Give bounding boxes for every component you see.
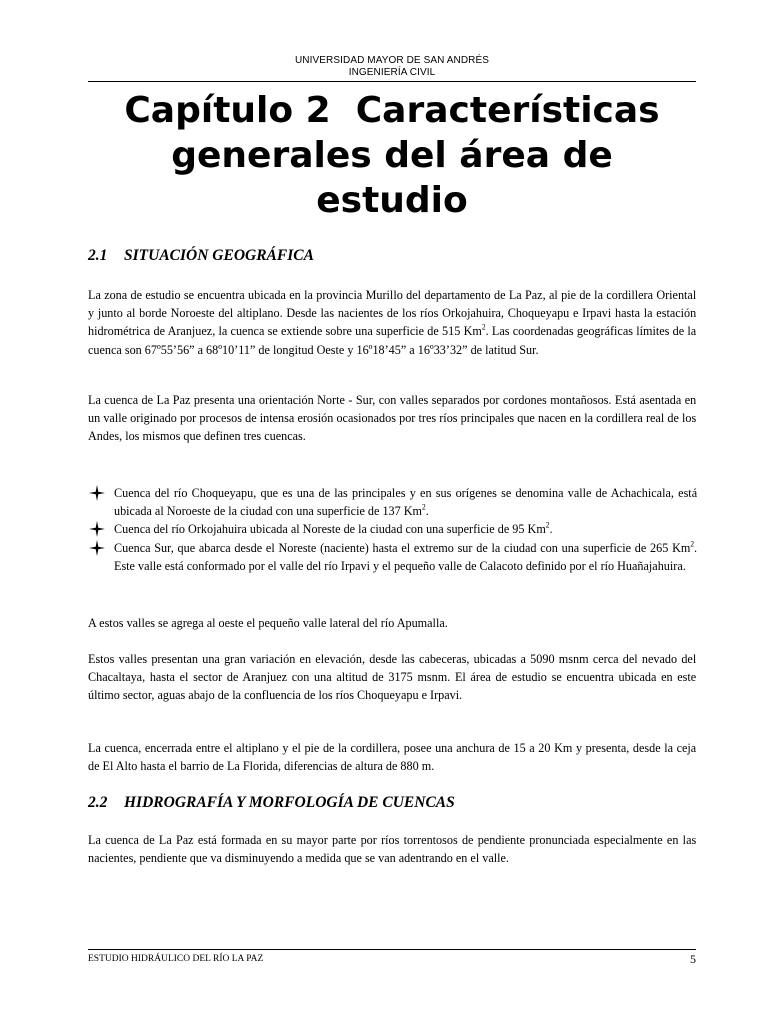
list-item: Cuenca del río Choqueyapu, que es una de las principales y en sus orígenes se denomina valle de Achachicala, está ubicada al Noroeste de la ciudad con una superficie de 137 Km$^2$. bbox=[88, 484, 696, 520]
paragraph-hydrography: La cuenca de La Paz está formada en su mayor parte por ríos torrentosos de pendiente pronunciada especialmente en las nacientes, pendiente que va disminuyendo a medida que se van adentrando en el valle. bbox=[88, 832, 697, 866]
paragraph-elevation: Estos valles presentan una gran variación en elevación, desde las cabeceras, ubicadas a 5090 msnm cerca del nevado del Chacaltaya, hasta el sector de Aranjuez con una altitud de 3175 msnm. El área de estudio se encuentra ubicada en este último sector, aguas abajo de la confluencia de los ríos Choqueyapu e Irpavi. bbox=[88, 651, 697, 703]
chapter-title-line-3: estudio bbox=[316, 180, 468, 221]
paragraph-location: La zona de estudio se encuentra ubicada en la provincia Murillo del departamento de La Paz, al pie de la cordillera Oriental y junto al borde Noroeste del altiplano. Desde las nacientes de los ríos Orkojahuira, Choqueyapu e Irpavi hasta la estación hidrométrica de Aranjuez, la cuenca se extiende sobre una superficie de 515 Km$^2$. Las coordenadas geográficas límites de la cuenca son 67º55’56” a 68º10’11” de longitud Oeste y 16º18’45” a 16º33’32” de latitud Sur. bbox=[88, 287, 697, 357]
header-rule bbox=[88, 81, 696, 82]
paragraph-orientation: La cuenca de La Paz presenta una orientación Norte - Sur, con valles separados por cordones montañosos. Está asentada en un valle originado por procesos de intensa erosión ocasionados por tres ríos principales que nacen en la cordillera real de los Andes, los mismos que definen tres cuencas. bbox=[88, 392, 697, 444]
list-item: Cuenca Sur, que abarca desde el Noreste (naciente) hasta el extremo sur de la ciudad con una superficie de 265 Km$^2$. Este valle está conformado por el valle del río Irpavi y el pequeño valle de Calacoto definido por el río Huañajahuira. bbox=[88, 539, 696, 575]
section-number: 2.1 bbox=[88, 247, 108, 264]
page-number: 5 bbox=[690, 952, 696, 966]
footer-title: ESTUDIO HIDRÁULICO DEL RÍO LA PAZ bbox=[88, 954, 264, 964]
section-title: HIDROGRAFÍA Y MORFOLOGÍA DE CUENCAS bbox=[124, 794, 455, 811]
four-point-star-icon bbox=[88, 484, 106, 502]
section-title: SITUACIÓN GEOGRÁFICA bbox=[124, 247, 314, 264]
chapter-title bbox=[88, 88, 696, 223]
running-header bbox=[88, 55, 696, 79]
chapter-title-line-2: generales del área de bbox=[171, 135, 613, 176]
list-item: Cuenca del río Orkojahuira ubicada al Noreste de la ciudad con una superficie de 95 Km$^2$. bbox=[88, 520, 696, 538]
section-heading-2-1 bbox=[88, 247, 696, 265]
basin-list bbox=[88, 484, 696, 575]
header-faculty: INGENIERÍA CIVIL bbox=[348, 67, 436, 78]
four-point-star-icon bbox=[88, 539, 106, 557]
four-point-star-icon bbox=[88, 520, 106, 538]
footer-rule bbox=[88, 949, 696, 950]
section-number: 2.2 bbox=[88, 794, 108, 811]
header-university: UNIVERSIDAD MAYOR DE SAN ANDRÉS bbox=[294, 55, 490, 66]
section-heading-2-2 bbox=[88, 794, 696, 812]
chapter-title-line-1: Capítulo 2 Características bbox=[124, 90, 660, 131]
paragraph-apumalla: A estos valles se agrega al oeste el pequeño valle lateral del río Apumalla. bbox=[88, 615, 448, 630]
paragraph-width: La cuenca, encerrada entre el altiplano y el pie de la cordillera, posee una anchura de 15 a 20 Km y presenta, desde la ceja de El Alto hasta el barrio de La Florida, diferencias de altura de 880 m. bbox=[88, 740, 697, 774]
